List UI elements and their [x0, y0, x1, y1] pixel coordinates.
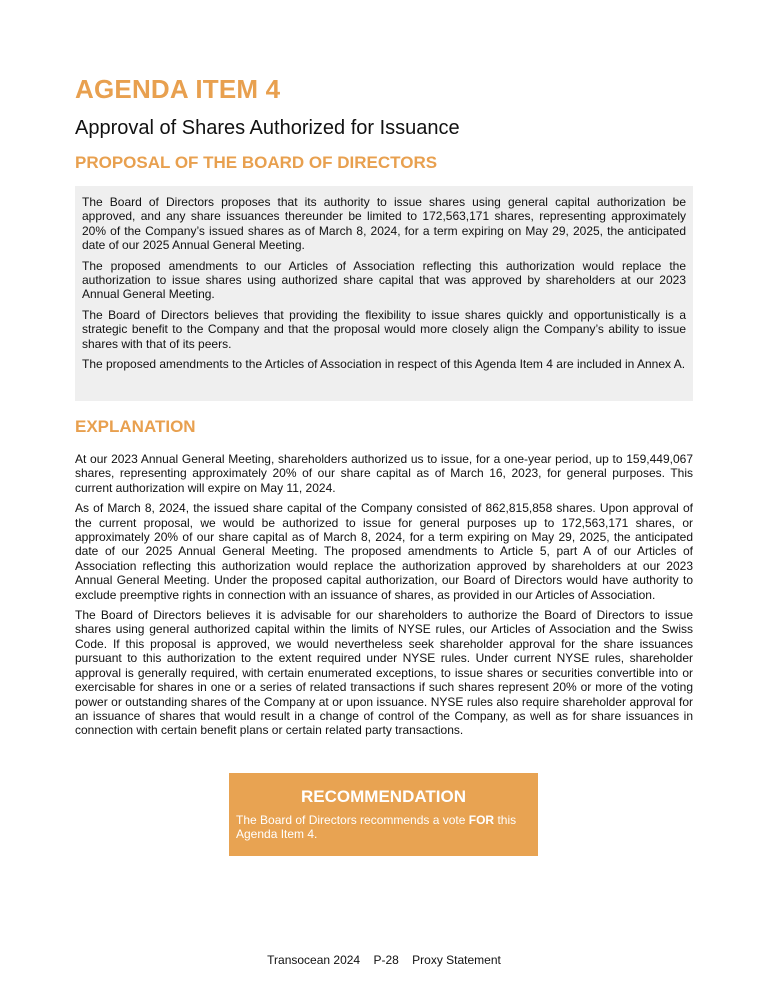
recommendation-text-end: this Agenda Item 4. [236, 813, 517, 842]
proposal-paragraph: The proposed amendments to the Articles of Association in respect of this Agenda Item 4 are included in Annex A. [82, 357, 686, 372]
explanation-body [75, 452, 693, 744]
proposal-paragraph: The proposed amendments to our Articles of Association reflecting this authorization would replace the authorization to issue shares using authorized share capital that was approved by shareholders at our 2023 Annual General Meeting. [82, 258, 686, 302]
proposal-box [75, 186, 693, 401]
explanation-heading: EXPLANATION [75, 417, 196, 436]
explanation-paragraph: At our 2023 Annual General Meeting, shareholders authorized us to issue, for a one-year period, up to 159,449,067 shares, representing approximately 20% of our share capital as of March 16, 2023, for general purposes. This current authorization will expire on May 11, 2024. [75, 452, 693, 495]
proposal-paragraph: The Board of Directors believes that providing the flexibility to issue shares quickly and opportunistically is a strategic benefit to the Company and that the proposal would more closely align the Company’s ability to issue shares with that of its peers. [82, 307, 686, 351]
recommendation-vote: FOR [468, 813, 495, 827]
explanation-paragraph: The Board of Directors believes it is advisable for our shareholders to authorize the Board of Directors to issue shares using general authorized capital within the limits of NYSE rules, our Articles of Association and the Swiss Code. If this proposal is approved, we would nevertheless seek shareholder approval for the share issuances pursuant to this authorization to the extent required under NYSE rules. Under current NYSE rules, shareholder approval is generally required, with certain enumerated exceptions, to issue shares or securities convertible into or exercisable for shares in one or a series of related transactions if such shares represent 20% or more of the voting power or outstanding shares of the Company at or upon issuance. NYSE rules also require shareholder approval for an issuance of shares that would result in a change of control of the Company, as well as for share issuances in connection with certain benefit plans or certain related party transactions. [75, 608, 693, 738]
recommendation-box [229, 773, 538, 856]
recommendation-text-start: The Board of Directors recommends a vote [236, 813, 469, 827]
recommendation-title: RECOMMENDATION [301, 787, 466, 806]
explanation-paragraph: As of March 8, 2024, the issued share capital of the Company consisted of 862,815,858 shares. Upon approval of the current proposal, we would be authorized to issue for general purposes up to 172,563,171 shares, or approximately 20% of our share capital as of March 8, 2024, for a term expiring on May 29, 2025, the anticipated date of our 2025 Annual General Meeting. The proposed amendments to Article 5, part A of our Articles of Association reflecting this authorization would replace the authorization approved by shareholders at our 2023 Annual General Meeting. Under the proposed capital authorization, our Board of Directors would have authority to exclude preemptive rights in connection with an issuance of shares, as provided in our Articles of Association. [75, 501, 693, 602]
proposal-heading: PROPOSAL OF THE BOARD OF DIRECTORS [75, 153, 438, 172]
proposal-paragraph: The Board of Directors proposes that its authority to issue shares using general capital authorization be approved, and any share issuances thereunder be limited to 172,563,171 shares, representing approximately 20% of the Company’s issued shares as of March 8, 2024, for a term expiring on May 29, 2025, the anticipated date of our 2025 Annual General Meeting. [82, 195, 686, 253]
recommendation-text [236, 813, 531, 842]
footer-page-number: P-28 [373, 953, 399, 967]
footer-document: Proxy Statement [412, 953, 501, 967]
page-footer [0, 953, 768, 967]
footer-company: Transocean 2024 [267, 953, 361, 967]
agenda-item-title: AGENDA ITEM 4 [75, 74, 281, 104]
agenda-item-subtitle: Approval of Shares Authorized for Issuance [75, 117, 460, 139]
